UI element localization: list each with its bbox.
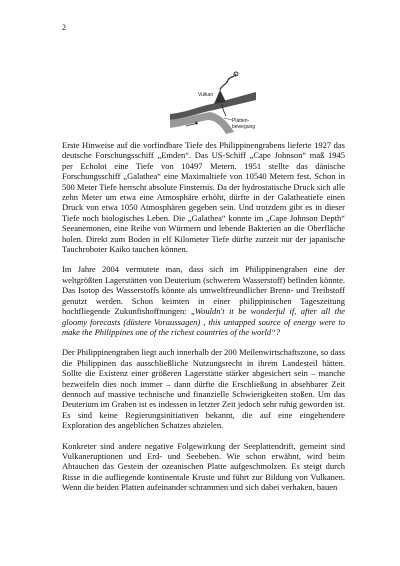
label-bewegung: bewegung (232, 124, 256, 130)
paragraph-3-text: Der Philippinengraben liegt auch innerhalb der 200 Meilenwirtschaftszone, so dass die Philippinen das ausschließliche Nutzungsrecht in ihrem Landesteil hätten. Sollte die Existenz einer größeren Lagerstätte stärker abgesichert sein – manche bezweifeln dies noch immer – dann dürfte die Erschließung in absehbarer Zeit dennoch auf massive technische und finanzielle Schwierigkeiten stoßen. Um das Deuterium im Graben ist es indessen in letzter Zeit jedoch sehr ruhig geworden ist. Es sind keine Regierungsinitiativen bekannt, die auf eine eingehendere Exploration des angeblichen Schatzes abzielen. (62, 347, 345, 431)
subduction-diagram (168, 70, 258, 136)
paragraph-2-text: Im Jahre 2004 vermutete man, dass sich im Philippinengraben eine der weltgrößten Lagerstätten von Deuterium (schwerem Wasserstoff) befinden könnte. Das Isotop des Wasserstoffs könnte als umweltfreundlicher Brenn- und Treibstoff genutzt werden. Schon keimten in einer philippinischen Tageszeitung hochfliegende Zukunftshoffnungen: „ (62, 264, 345, 317)
volcano-icon (214, 90, 226, 104)
newspaper-quote: Wouldn't it be wonderful if, after all the gloomy forecasts (düstere Voraussagen) , this untapped source of energy were to make the Philippines one of the richest countries of the world“? (62, 306, 345, 337)
paragraph-3 (62, 347, 345, 430)
label-vulkan: Vulkan (198, 92, 214, 98)
paragraph-1 (62, 140, 345, 254)
paragraph-4 (62, 441, 345, 493)
plate-tectonics-figure (168, 70, 258, 136)
paragraph-2 (62, 264, 345, 337)
label-platten: Platten- (232, 118, 250, 124)
label-leader-line (224, 118, 232, 120)
paragraph-1-text: Erste Hinweise auf die vorfindbare Tiefe des Philippinengrabens lieferte 1927 das deutsche Forschungsschiff „Emden“. Das US-Schiff „Cape Johnson“ maß 1945 per Echolot eine Tiefe von 10497 Metern. 1951 stellte das dänische Forschungsschiff „Galathea“ eine Maximaltiefe von 10540 Metern fest. Schon in 500 Meter Tiefe herrscht absolute Finsternis. Da der hydrostatische Druck sich alle zehn Meter um etwa eine Atmosphäre erhöht, dürfte in der Galatheatiefe einen Druck von etwa 1050 Atmosphären gegeben sein. Und trotzdem gibt es in dieser Tiefe noch biologisches Leben. Die „Galathea“ konnte im „Cape Johnson Depth“ Seeanemonen, eine Reihe von Würmern und lebende Bakterien an die Oberfläche holen. Direkt zum Boden in elf Kilometer Tiefe dürfte zurzeit nur der japanische Tauchroboter Kaiko tauchen können. (62, 140, 345, 255)
page-number: 2 (62, 23, 66, 32)
eruption-plume-icon (220, 74, 236, 90)
article-body (62, 140, 345, 493)
paragraph-4-text: Konkreter sind andere negative Folgewirkung der Seeplattendrift, gemeint sind Vulkaneruptionen und Erd- und Seebeben. Wie schon erwähnt, wird beim Abtauchen das Gestein der ozeanischen Platte aufgeschmolzen. Es steigt durch Risse in die aufliegende kontinentale Kruste und führt zur Bildung von Vulkanen. Wenn die beiden Platten aufeinander schrammen und sich dabei verhaken, bauen (62, 440, 345, 493)
